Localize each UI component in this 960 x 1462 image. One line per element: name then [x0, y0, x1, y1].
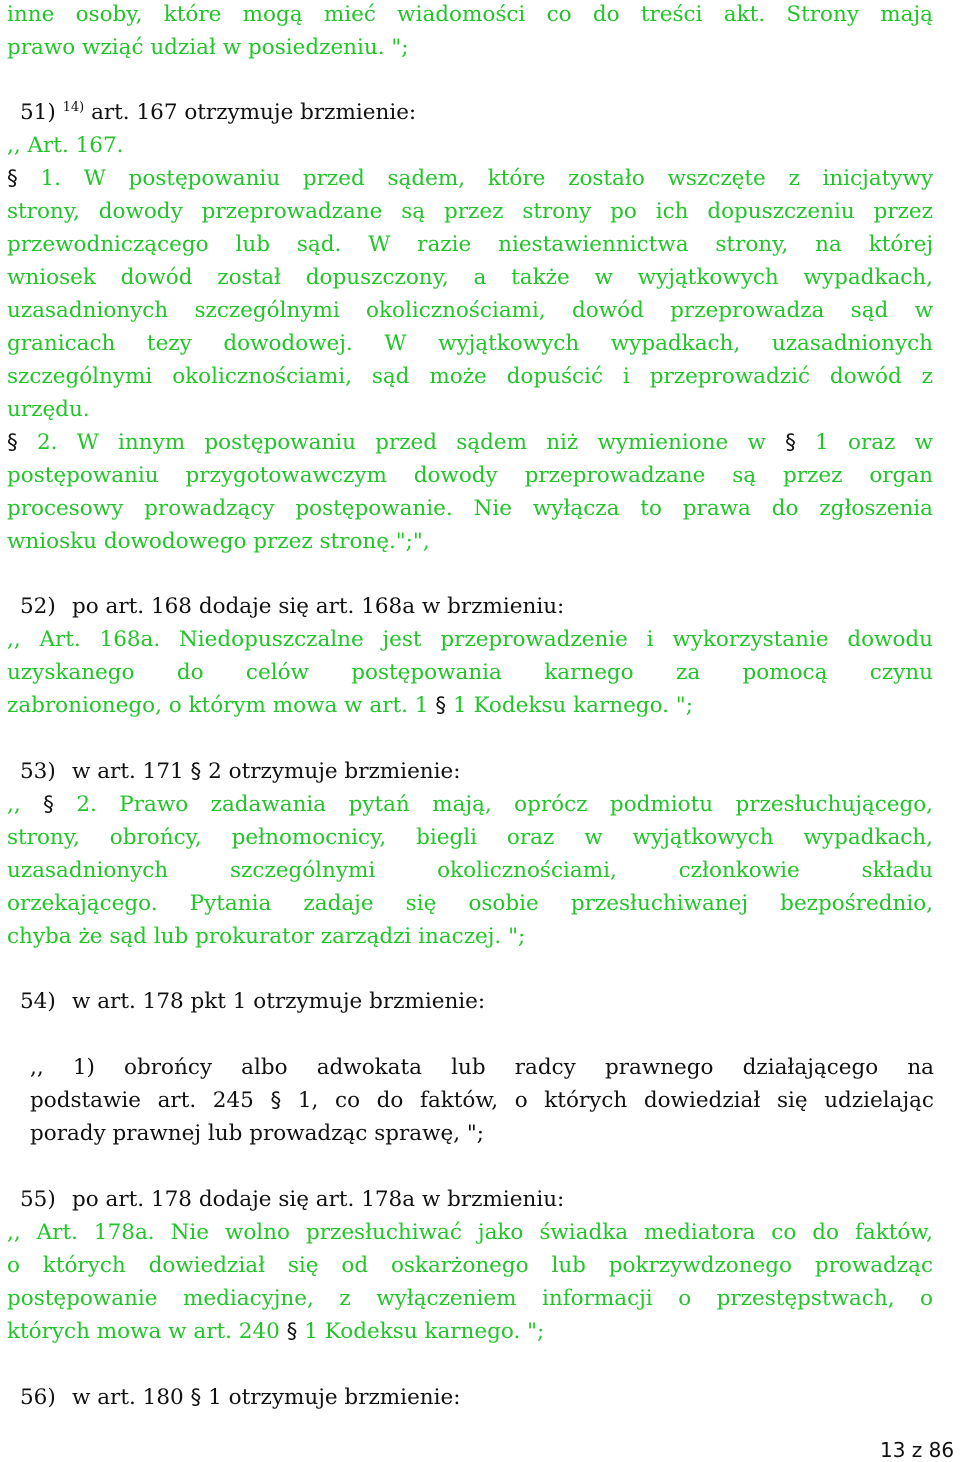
text-line: postępowaniu przygotowawczym dowody przeprowadzane są przez organ: [7, 463, 933, 488]
item-number: 55): [20, 1187, 56, 1212]
text-line: inne osoby, które mogą mieć wiadomości co do treści akt. Strony mają: [7, 2, 933, 27]
text-line: o których dowiedział się od oskarżonego lub pokrzywdzonego prowadząc: [7, 1253, 933, 1278]
text-line: uzasadnionych szczególnymi okolicznościami, dowód przeprowadza sąd w: [7, 298, 933, 323]
item-text: po art. 178 dodaje się art. 178a w brzmieniu:: [72, 1187, 565, 1212]
paragraph-sign: §: [785, 430, 796, 455]
text-line: ,, Art. 168a. Niedopuszczalne jest przeprowadzenie i wykorzystanie dowodu: [7, 627, 933, 652]
item-55: [20, 1187, 564, 1212]
text-line: urzędu.: [7, 397, 90, 422]
paragraph-sign: §: [286, 1319, 298, 1344]
item-text: w art. 178 pkt 1 otrzymuje brzmienie:: [72, 989, 486, 1014]
page-number: 13 z 86: [880, 1438, 955, 1462]
item-53: 53) w art. 171 § 2 otrzymuje brzmienie:: [20, 759, 461, 784]
text-line: porady prawnej lub prowadząc sprawę, ";: [30, 1121, 485, 1146]
text-line: uzasadnionych szczególnymi okolicznościami, członkowie składu: [7, 858, 933, 883]
item-number: 56): [20, 1385, 56, 1410]
text-line: chyba że sąd lub prokurator zarządzi inaczej. ";: [7, 924, 526, 949]
text-line: § 1. W postępowaniu przed sądem, które zostało wszczęte z inicjatywy: [7, 166, 933, 191]
paragraph-sign: §: [190, 1385, 202, 1410]
text-line: wniosku dowodowego przez stronę.";",: [7, 529, 430, 554]
text-line: § 2. W innym postępowaniu przed sądem niż wymienione w § 1 oraz w: [7, 430, 934, 455]
paragraph-sign: §: [270, 1088, 282, 1113]
text-line: uzyskanego do celów postępowania karnego za pomocą czynu: [7, 660, 933, 685]
text-line: procesowy prowadzący postępowanie. Nie wyłącza to prawa do zgłoszenia: [7, 496, 933, 521]
text-line: ,, § 2. Prawo zadawania pytań mają, oprócz podmiotu przesłuchującego,: [7, 792, 934, 817]
text-line: szczególnymi okolicznościami, sąd może dopuścić i przeprowadzić dowód z: [7, 364, 933, 389]
item-number: 54): [20, 989, 56, 1014]
text-line: podstawie art. 245 § 1, co do faktów, o których dowiedział się udzielając: [30, 1088, 934, 1113]
text-line: granicach tezy dowodowej. W wyjątkowych wypadkach, uzasadnionych: [7, 331, 933, 356]
item-text: art. 167 otrzymuje brzmienie:: [91, 100, 417, 126]
text-line: ,, Art. 167.: [7, 133, 124, 158]
paragraph-sign: §: [7, 430, 18, 455]
text-line: strony, obrońcy, pełnomocnicy, biegli oraz w wyjątkowych wypadkach,: [7, 825, 933, 850]
text-line: wniosek dowód został dopuszczony, a także w wyjątkowych wypadkach,: [7, 265, 933, 290]
text-line: ,, 1) obrońcy albo adwokata lub radcy prawnego działającego na: [30, 1055, 934, 1080]
item-number: 51): [20, 100, 56, 126]
item-number: 53): [20, 759, 56, 784]
footnote-ref: 14): [62, 100, 85, 115]
item-52: [20, 594, 564, 619]
text-line: strony, dowody przeprowadzane są przez strony po ich dopuszczeniu przez: [7, 199, 933, 224]
paragraph-sign: §: [190, 759, 202, 784]
text-line: prawo wziąć udział w posiedzeniu. ";: [7, 35, 409, 60]
text-line: postępowanie mediacyjne, z wyłączeniem informacji o przestępstwach, o: [7, 1286, 933, 1311]
item-51: [20, 100, 416, 125]
item-54: [20, 989, 485, 1014]
paragraph-sign: §: [43, 792, 54, 817]
text-line: orzekającego. Pytania zadaje się osobie przesłuchiwanej bezpośrednio,: [7, 891, 933, 916]
item-number: 52): [20, 594, 56, 619]
paragraph-sign: §: [435, 693, 447, 718]
text-line: przewodniczącego lub sąd. W razie niestawiennictwa strony, na której: [7, 232, 933, 257]
text-line: których mowa w art. 240 § 1 Kodeksu karnego. ";: [7, 1319, 545, 1344]
text-line: ,, Art. 178a. Nie wolno przesłuchiwać jako świadka mediatora co do faktów,: [7, 1220, 933, 1245]
text-line: zabronionego, o którym mowa w art. 1 § 1 Kodeksu karnego. ";: [7, 693, 693, 718]
paragraph-sign: §: [7, 166, 18, 191]
item-text: po art. 168 dodaje się art. 168a w brzmieniu:: [72, 594, 565, 619]
item-56: 56) w art. 180 § 1 otrzymuje brzmienie:: [20, 1385, 461, 1410]
